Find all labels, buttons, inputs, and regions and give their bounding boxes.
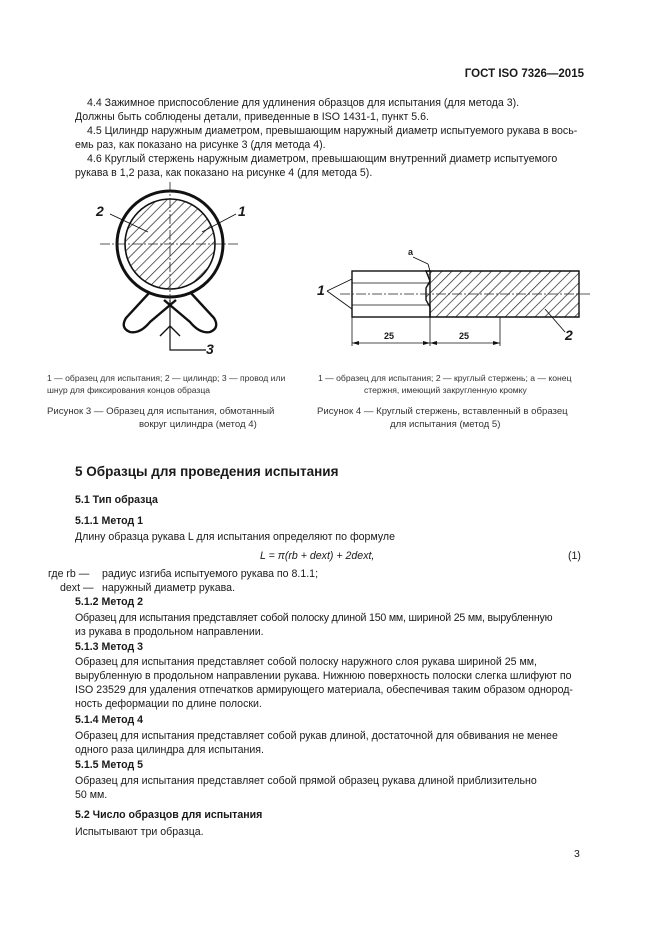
paragraph-4-4-detail: Должны быть соблюдены детали, приведенные в ISO 1431-1, пункт 5.6. xyxy=(75,111,429,123)
fig4-label-2: 2 xyxy=(565,327,573,343)
method-5-line1: Образец для испытания представляет собой прямой образец рукава длиной приблизительно xyxy=(75,775,537,787)
formula-number: (1) xyxy=(568,550,581,562)
section-5-1-title: 5.1 Тип образца xyxy=(75,494,158,506)
method-2-line2: из рукава в продольном направлении. xyxy=(75,626,264,638)
fig4-legend-line2: стержня, имеющий закругленную кромку xyxy=(364,385,527,395)
section-5-1-5-title: 5.1.5 Метод 5 xyxy=(75,759,144,771)
where-dext-text: наружный диаметр рукава. xyxy=(102,582,236,594)
paragraph-4-5-line2: емь раз, как показано на рисунке 3 (для метода 4). xyxy=(75,139,326,151)
fig3-label-2: 2 xyxy=(96,203,104,219)
method-5-line2: 50 мм. xyxy=(75,789,108,801)
paragraph-4-5-line1: 4.5 Цилиндр наружным диаметром, превышающим наружный диаметр испытуемого рукава в вось- xyxy=(87,125,578,137)
method-3-line4: ность деформации по длине полоски. xyxy=(75,698,262,710)
method-3-line1: Образец для испытания представляет собой полоску наружного слоя рукава шириной 25 мм, xyxy=(75,656,537,668)
paragraph-4-6-line2: рукава в 1,2 раза, как показано на рисунке 4 (для метода 5). xyxy=(75,167,373,179)
where-rb-symbol: где rb — xyxy=(48,568,90,580)
fig4-legend-line1: 1 — образец для испытания; 2 — круглый стержень; a — конец xyxy=(318,373,572,383)
section-5-2-text: Испытывают три образца. xyxy=(75,826,204,838)
fig3-legend-line2: шнур для фиксирования концов образца xyxy=(47,385,211,395)
fig4-dim-right: 25 xyxy=(459,331,470,341)
fig3-caption-line2: вокруг цилиндра (метод 4) xyxy=(139,419,257,430)
section-5-1-4-title: 5.1.4 Метод 4 xyxy=(75,714,144,726)
paragraph-4-4: 4.4 Зажимное приспособление для удлинения образцов для испытания (для метода 3). xyxy=(87,97,520,109)
method-3-line2: вырубленную в продольном направлении рукава. Нижнюю поверхность полоски слегка шлифуют по xyxy=(75,670,572,682)
method-4-line2: одного раза цилиндра для испытания. xyxy=(75,744,264,756)
section-5-2-title: 5.2 Число образцов для испытания xyxy=(75,809,263,821)
fig4-label-a: a xyxy=(408,247,414,257)
method-4-line1: Образец для испытания представляет собой рукав длиной, достаточной для обвивания не менее xyxy=(75,730,558,742)
page-number: 3 xyxy=(574,848,580,860)
paragraph-4-6-line1: 4.6 Круглый стержень наружным диаметром, превышающим внутренний диаметр испытуемого xyxy=(87,153,558,165)
fig3-legend-line1: 1 — образец для испытания; 2 — цилиндр; 3 — провод или xyxy=(47,373,286,383)
fig4-caption-line1: Рисунок 4 — Круглый стержень, вставленный в образец xyxy=(317,406,568,417)
fig3-label-1: 1 xyxy=(238,203,246,219)
section-5-1-3-title: 5.1.3 Метод 3 xyxy=(75,641,144,653)
document-id: ГОСТ ISO 7326—2015 xyxy=(464,68,584,80)
fig4-label-1: 1 xyxy=(317,282,325,298)
where-dext-symbol: dext — xyxy=(60,582,94,594)
fig4-dim-left: 25 xyxy=(384,331,395,341)
formula: L = π(rb + dext) + 2dext, xyxy=(260,550,375,562)
fig4-caption-line2: для испытания (метод 5) xyxy=(390,419,501,430)
section-5-1-2-title: 5.1.2 Метод 2 xyxy=(75,596,144,608)
method-3-line3: ISO 23529 для удаления отпечатков армирующего материала, обеспечивая таким образом однород- xyxy=(75,684,573,696)
cord xyxy=(170,300,206,350)
method-1-text: Длину образца рукава L для испытания определяют по формуле xyxy=(75,531,395,543)
fig3-label-3: 3 xyxy=(206,341,214,357)
section-5-title: 5 Образцы для проведения испытания xyxy=(75,464,339,479)
figure-3-drawing xyxy=(100,182,240,350)
fig3-caption-line1: Рисунок 3 — Образец для испытания, обмотанный xyxy=(47,406,275,417)
where-rb-text: радиус изгиба испытуемого рукава по 8.1.1; xyxy=(102,568,319,580)
method-2-line1: Образец для испытания представляет собой полоску длиной 150 мм, шириной 25 мм, вырубленную xyxy=(75,612,553,624)
section-5-1-1-title: 5.1.1 Метод 1 xyxy=(75,515,144,527)
